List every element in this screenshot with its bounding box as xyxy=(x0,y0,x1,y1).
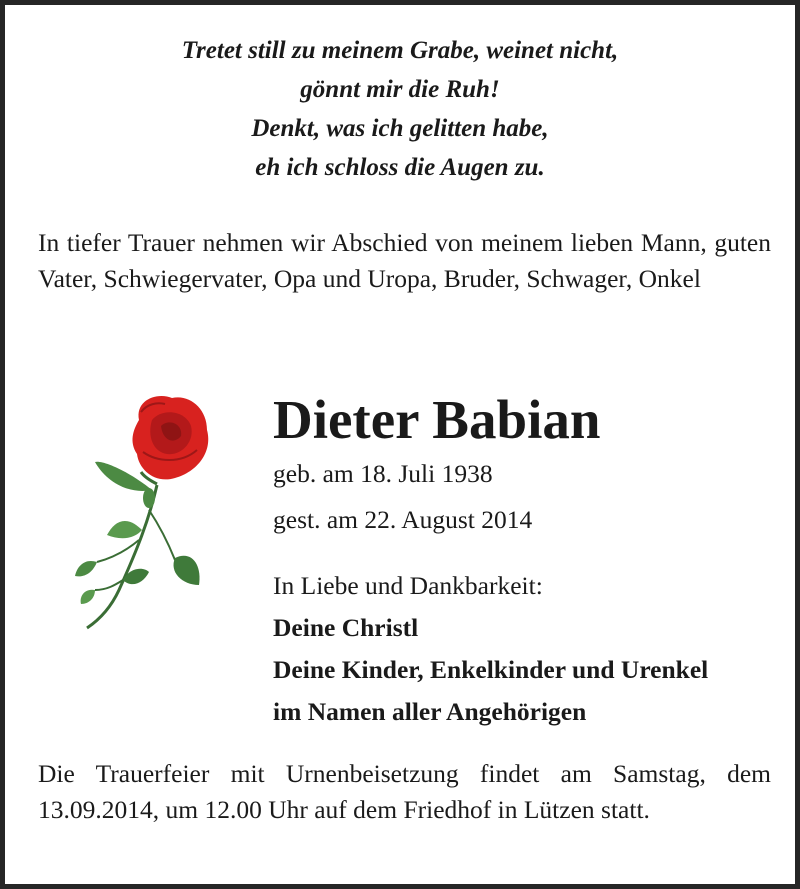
poem-line: Denkt, was ich gelitten habe, xyxy=(251,115,549,142)
death-date: gest. am 22. August 2014 xyxy=(273,505,533,534)
signature-relatives: im Namen aller Angehörigen xyxy=(273,697,587,726)
poem-line: eh ich schloss die Augen zu. xyxy=(255,154,545,181)
signature-family: Deine Kinder, Enkelkinder und Urenkel xyxy=(273,655,709,684)
poem-line: Tretet still zu meinem Grabe, weinet nicht, xyxy=(181,37,619,64)
poem-verse xyxy=(5,31,795,187)
deceased-name: Dieter Babian xyxy=(273,389,601,450)
signature-lead: In Liebe und Dankbarkeit: xyxy=(273,571,543,600)
signature-block xyxy=(273,565,708,733)
intro-text: In tiefer Trauer nehmen wir Abschied von meinem lieben Mann, guten Vater, Schwiegervater, Opa und Uropa, Bruder, Schwager, Onkel xyxy=(38,228,771,293)
poem-line: gönnt mir die Ruh! xyxy=(300,76,500,103)
birth-date: geb. am 18. Juli 1938 xyxy=(273,459,493,488)
rose-icon xyxy=(57,390,227,635)
ceremony-text: Die Trauerfeier mit Urnenbeisetzung findet am Samstag, dem 13.09.2014, um 12.00 Uhr auf dem Friedhof in Lützen statt. xyxy=(38,759,771,824)
signature-spouse: Deine Christl xyxy=(273,613,419,642)
